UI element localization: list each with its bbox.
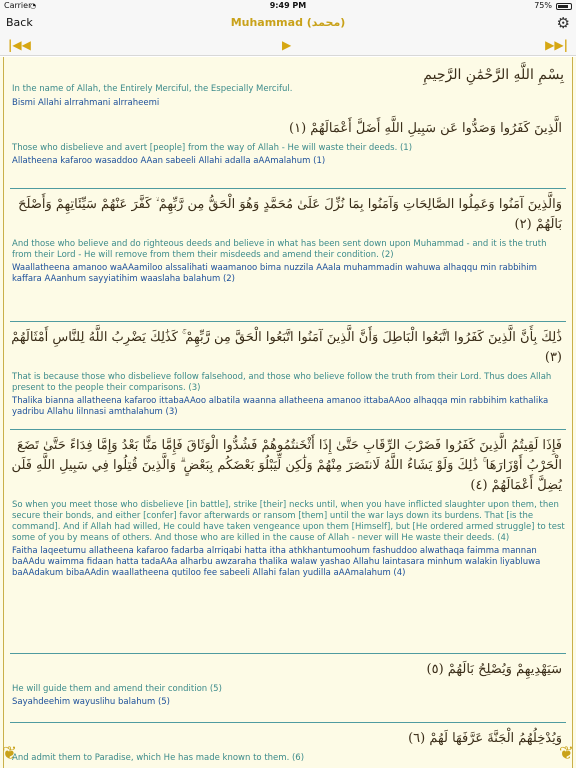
verse-6[interactable] xyxy=(10,722,566,764)
wifi-icon: ◔ xyxy=(30,2,37,10)
verse-arabic: وَالَّذِينَ آمَنُوا وَعَمِلُوا الصَّالِحَاتِ وَآمَنُوا بِمَا نُزِّلَ عَلَىٰ مُحَمَّدٍ وَهُوَ الْحَقُّ مِن رَّبِّهِمْ ۙ كَفَّرَ عَنْهُمْ سَيِّئَاتِهِمْ وَأَصْلَحَ بَالَهُمْ (٢) xyxy=(18,197,562,232)
verse-arabic: الَّذِينَ كَفَرُوا وَصَدُّوا عَن سَبِيلِ اللَّهِ أَضَلَّ أَعْمَالَهُمْ (١) xyxy=(289,121,562,136)
verse-translation: And those who believe and do righteous deeds and believe in what has been sent down upon Muhammad - and it is the truth from their Lord - He will remove from them their misdeeds and amend their condition. (2) xyxy=(12,239,547,260)
verse-translation: Those who disbelieve and avert [people] from the way of Allah - He will waste their deeds. (1) xyxy=(12,143,413,153)
verse-5[interactable] xyxy=(10,653,566,708)
skip-previous-icon[interactable]: |◀◀ xyxy=(8,38,31,52)
verse-arabic: فَإِذَا لَقِيتُمُ الَّذِينَ كَفَرُوا فَضَرْبَ الرِّقَابِ حَتَّىٰ إِذَا أَثْخَنتُمُوهُمْ فَشُدُّوا الْوَثَاقَ فَإِمَّا مَنًّا بَعْدُ وَإِمَّا فِدَاءً حَتَّىٰ تَضَعَ الْحَرْبُ أَوْزَارَهَا ۚ ذَٰلِكَ وَلَوْ يَشَاءُ اللَّهُ لَانتَصَرَ مِنْهُمْ وَلَٰكِن لِّيَبْلُوَ بَعْضَكُم بِبَعْضٍ ۗ وَالَّذِينَ قُتِلُوا فِي سَبِيلِ اللَّهِ فَلَن يُضِلَّ أَعْمَالَهُمْ (٤) xyxy=(11,438,562,493)
navigation-bar xyxy=(0,12,576,36)
verse-3[interactable] xyxy=(10,321,566,418)
ornament-corner-right: ❦ xyxy=(558,743,574,764)
verse-transliteration: Sayahdeehim wayuslihu balahum (5) xyxy=(12,697,170,707)
verse-separator xyxy=(10,188,566,189)
verse-4[interactable] xyxy=(10,429,566,579)
basmala-translation: In the name of Allah, the Entirely Merciful, the Especially Merciful. xyxy=(12,84,293,94)
gear-icon[interactable]: ⚙ xyxy=(556,14,570,32)
battery-icon xyxy=(556,3,572,10)
play-icon[interactable]: ▶ xyxy=(282,38,292,52)
battery-percent: 75% xyxy=(534,1,552,10)
status-bar xyxy=(0,0,576,12)
verse-arabic: وَيُدْخِلُهُمُ الْجَنَّةَ عَرَّفَهَا لَهُمْ (٦) xyxy=(408,731,562,746)
back-button[interactable]: Back xyxy=(6,16,33,29)
basmala-transliteration: Bismi Allahi alrrahmani alrraheemi xyxy=(12,98,160,108)
verse-separator xyxy=(10,653,566,654)
verse-separator xyxy=(10,321,566,322)
verse-arabic: سَيَهْدِيهِمْ وَيُصْلِحُ بَالَهُمْ (٥) xyxy=(426,662,562,677)
audio-player-bar xyxy=(0,36,576,56)
frame-border-left xyxy=(3,57,4,768)
verse-translation: And admit them to Paradise, which He has made known to them. (6) xyxy=(12,753,305,763)
carrier-label: Carrier xyxy=(4,1,32,10)
page-title: Muhammad (محمد) xyxy=(230,16,346,29)
frame-border-right xyxy=(572,57,573,768)
surah-content[interactable] xyxy=(0,57,576,768)
verse-2[interactable] xyxy=(10,188,566,285)
verse-translation: So when you meet those who disbelieve [in battle], strike [their] necks until, when you have inflicted slaughter upon them, then secure their bonds, and either [confer] favor afterwards or ransom [them] until the war lays down its burdens. That [is the command]. And if Allah had willed, He could have taken vengeance upon them [Himself], but [He ordered armed struggle] to test some of you by means of others. And those who are killed in the cause of Allah - never will He waste their deeds. (4) xyxy=(12,500,565,543)
verse-1[interactable] xyxy=(10,119,566,167)
verse-translation: That is because those who disbelieve follow falsehood, and those who believe follow the truth from their Lord. Thus does Allah present to the people their comparisons. (3) xyxy=(12,372,552,393)
skip-next-icon[interactable]: ▶▶| xyxy=(545,38,568,52)
verse-transliteration: Allatheena kafaroo wasaddoo AAan sabeeli Allahi adalla aAAmalahum (1) xyxy=(12,156,326,166)
ornament-corner-left: ❦ xyxy=(2,743,18,764)
status-time: 9:49 PM xyxy=(269,1,307,10)
verse-transliteration: Thalika bianna allatheena kafaroo ittabaAAoo albatila waanna allatheena amanoo ittabaAAoo alhaqqa min rabbihim kathalika yadribu Allahu lilnnasi amthalahum (3) xyxy=(12,396,549,417)
verse-translation: He will guide them and amend their condition (5) xyxy=(12,684,222,694)
basmala-arabic: بِسْمِ اللَّهِ الرَّحْمَٰنِ الرَّحِيمِ xyxy=(423,67,564,83)
verse-arabic: ذَٰلِكَ بِأَنَّ الَّذِينَ كَفَرُوا اتَّبَعُوا الْبَاطِلَ وَأَنَّ الَّذِينَ آمَنُوا اتَّبَعُوا الْحَقَّ مِن رَّبِّهِمْ ۚ كَذَٰلِكَ يَضْرِبُ اللَّهُ لِلنَّاسِ أَمْثَالَهُمْ (٣) xyxy=(11,330,562,365)
verse-transliteration: Faitha laqeetumu allatheena kafaroo fadarba alrriqabi hatta itha athkhantumoohum fashuddoo alwathaqa faimma mannan baAAdu waimma fidaan hatta tadaAAa alharbu awzaraha thalika walaw yashao Allahu laintasara minhum walakin liyabluwa baAAdakum bibaAAdin waallatheena qutiloo fee sabeeli Allahi falan yudilla aAAmalahum (4) xyxy=(12,546,541,578)
verse-separator xyxy=(10,722,566,723)
verse-separator xyxy=(10,429,566,430)
verse-transliteration: Waallatheena amanoo waAAamiloo alssalihati waamanoo bima nuzzila AAala muhammadin wahuwa alhaqqu min rabbihim kaffara AAanhum sayyiatihim waaslaha balahum (2) xyxy=(12,263,537,284)
